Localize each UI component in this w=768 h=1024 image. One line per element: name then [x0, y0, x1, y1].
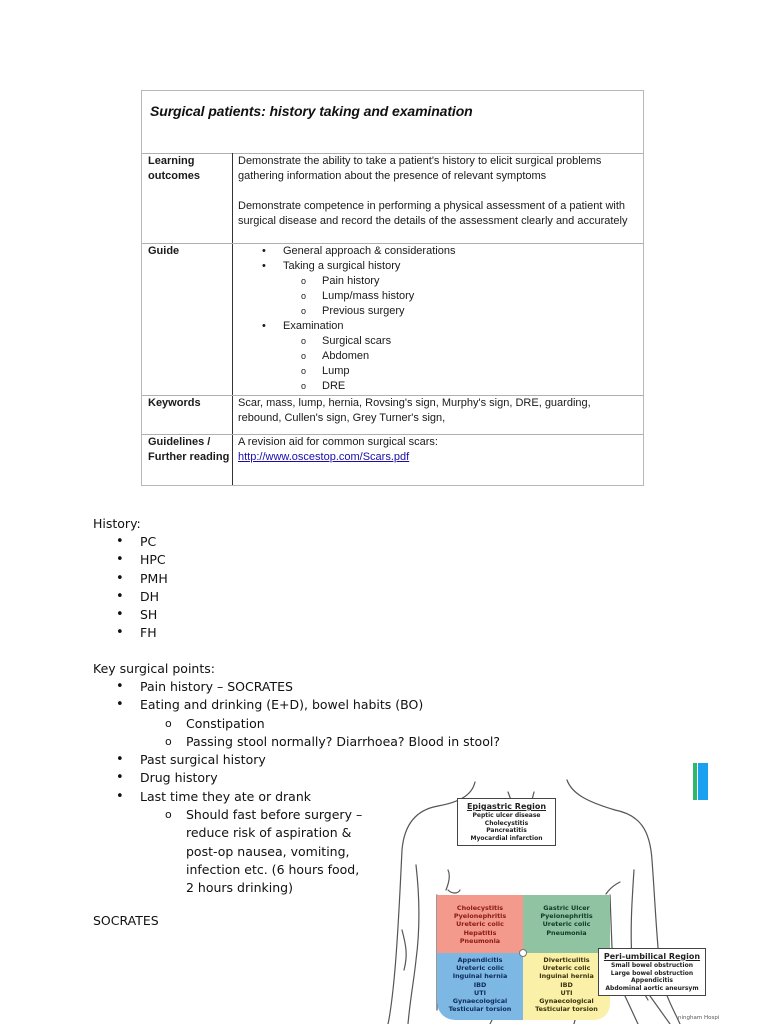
quadrant-item: Cholecystitis	[456, 904, 504, 912]
guide-item: • Examination	[238, 319, 637, 334]
region-title: Peri-umbilical Region	[603, 952, 701, 961]
key-subpoint: o Passing stool normally? Diarrhoea? Blood in stool?	[93, 733, 393, 751]
key-point: • Drug history	[93, 769, 393, 787]
key-subpoint: o Constipation	[93, 715, 393, 733]
learning-objectives-table	[141, 90, 644, 486]
row-value	[238, 154, 637, 229]
guide-list	[238, 244, 637, 394]
right-upper-quadrant	[437, 895, 523, 953]
quadrant-item: Gastric Ulcer	[543, 904, 590, 912]
guide-item: • Taking a surgical history	[238, 259, 637, 274]
table-row-keywords	[142, 395, 643, 435]
quadrant-item: Pneumonia	[546, 928, 587, 937]
row-label: Guidelines / Further reading	[148, 436, 230, 463]
key-point: • Last time they ate or drank	[93, 788, 393, 806]
periumbilical-region-box	[598, 948, 706, 996]
guide-subitem: o Lump	[238, 364, 637, 379]
quadrant-item: Pyelonephritis	[540, 912, 593, 921]
guide-subitem: o Abdomen	[238, 349, 637, 364]
key-point: • Eating and drinking (E+D), bowel habits (BO)	[93, 696, 393, 714]
quadrant-item: Inguinal hernia	[452, 972, 508, 981]
row-value	[238, 244, 637, 394]
quadrant-item: Appendicitis	[457, 956, 503, 964]
key-points-section	[93, 660, 500, 898]
history-item: • SH	[93, 606, 168, 624]
left-upper-quadrant	[523, 895, 610, 953]
keywords-text: Scar, mass, lump, hernia, Rovsing's sign, Murphy's sign, DRE, guarding, rebound, Cullen's sign, Grey Turner's sign,	[238, 397, 591, 424]
row-label: Learning outcomes	[148, 155, 200, 182]
guide-subitem: o Pain history	[238, 274, 637, 289]
guidelines-text: A revision aid for common surgical scars:	[238, 436, 438, 448]
quadrant-item: IBD	[560, 980, 573, 989]
quadrant-item: Ureteric colic	[542, 964, 591, 973]
history-item: • DH	[93, 588, 168, 606]
quadrant-item: UTI	[560, 988, 573, 997]
key-subpoint: o Should fast before surgery – reduce risk of aspiration & post-op nausea, vomiting, infection etc. (6 hours food, 2 hours drinking)	[93, 806, 370, 897]
quadrant-item: Diverticulitis	[543, 956, 590, 964]
region-item: Cholecystitis	[484, 819, 529, 827]
region-item: Small bowel obstruction	[611, 962, 693, 969]
region-item: Abdominal aortic aneursym	[605, 984, 699, 992]
quadrant-item: Gynaecological	[452, 997, 508, 1006]
outcome-paragraph: Demonstrate the ability to take a patient's history to elicit surgical problems gathering information about the presence of relevant symptoms	[238, 155, 602, 182]
quadrant-item: Pyelonephritis	[453, 912, 507, 921]
quadrant-item: Pneumonia	[459, 936, 501, 945]
scars-pdf-link[interactable]: http://www.oscestop.com/Scars.pdf	[238, 451, 410, 463]
image-credit: ningham Hospi	[678, 1015, 720, 1021]
history-item: • HPC	[93, 551, 168, 569]
region-item: Myocardial infarction	[470, 834, 543, 842]
key-point: • Pain history – SOCRATES	[93, 678, 393, 696]
row-label: Guide	[148, 245, 180, 257]
quadrant-item: IBD	[473, 980, 487, 989]
table-title: Surgical patients: history taking and examination	[150, 103, 473, 119]
guide-subitem: o Previous surgery	[238, 304, 637, 319]
key-points-heading: Key surgical points:	[93, 661, 215, 676]
outcome-paragraph: Demonstrate competence in performing a physical assessment of a patient with surgical disease and record the details of the assessment clearly and accurately	[238, 200, 628, 227]
table-row-guidelines	[142, 434, 643, 486]
table-row-learning-outcomes	[142, 153, 643, 244]
row-value	[238, 435, 637, 465]
table-row-guide	[142, 243, 643, 396]
guide-item: • General approach & considerations	[238, 244, 637, 259]
left-lower-quadrant	[523, 953, 610, 1020]
quadrant-item: Ureteric colic	[456, 964, 504, 973]
region-item: Large bowel obstruction	[610, 969, 694, 977]
epigastric-region-box	[457, 798, 556, 846]
blue-marker-bar	[698, 763, 708, 800]
history-item: • FH	[93, 624, 168, 642]
quadrant-item: UTI	[474, 988, 486, 997]
region-item: Pancreatitis	[486, 827, 527, 834]
quadrant-item: Testicular torsion	[535, 1005, 598, 1014]
abdominal-regions-diagram	[380, 770, 720, 1024]
quadrant-item: Hepatitis	[463, 928, 497, 937]
guide-subitem: o Surgical scars	[238, 334, 637, 349]
key-point: • Past surgical history	[93, 751, 393, 769]
quadrant-item: Inguinal hernia	[539, 972, 594, 981]
key-points-list	[93, 678, 500, 898]
socrates-heading: SOCRATES	[93, 913, 159, 928]
quadrant-item: Gynaecological	[539, 997, 594, 1006]
umbilicus-marker	[519, 949, 527, 957]
history-item: • PC	[93, 533, 168, 551]
row-label: Keywords	[148, 397, 201, 409]
history-heading: History:	[93, 516, 141, 531]
region-title: Epigastric Region	[466, 802, 547, 811]
region-item: Appendicitis	[630, 977, 674, 984]
right-lower-quadrant	[437, 953, 523, 1020]
quadrant-item: Ureteric colic	[542, 920, 591, 929]
history-item: • PMH	[93, 570, 168, 588]
history-list	[93, 533, 168, 643]
quadrant-item: Testicular torsion	[448, 1005, 512, 1014]
region-item: Peptic ulcer disease	[472, 812, 541, 819]
green-marker-bar	[693, 763, 697, 800]
guide-subitem: o Lump/mass history	[238, 289, 637, 304]
history-section	[93, 515, 168, 643]
table-title-row	[142, 91, 643, 154]
guide-subitem: o DRE	[238, 379, 637, 394]
quadrant-item: Ureteric colic	[456, 920, 504, 929]
